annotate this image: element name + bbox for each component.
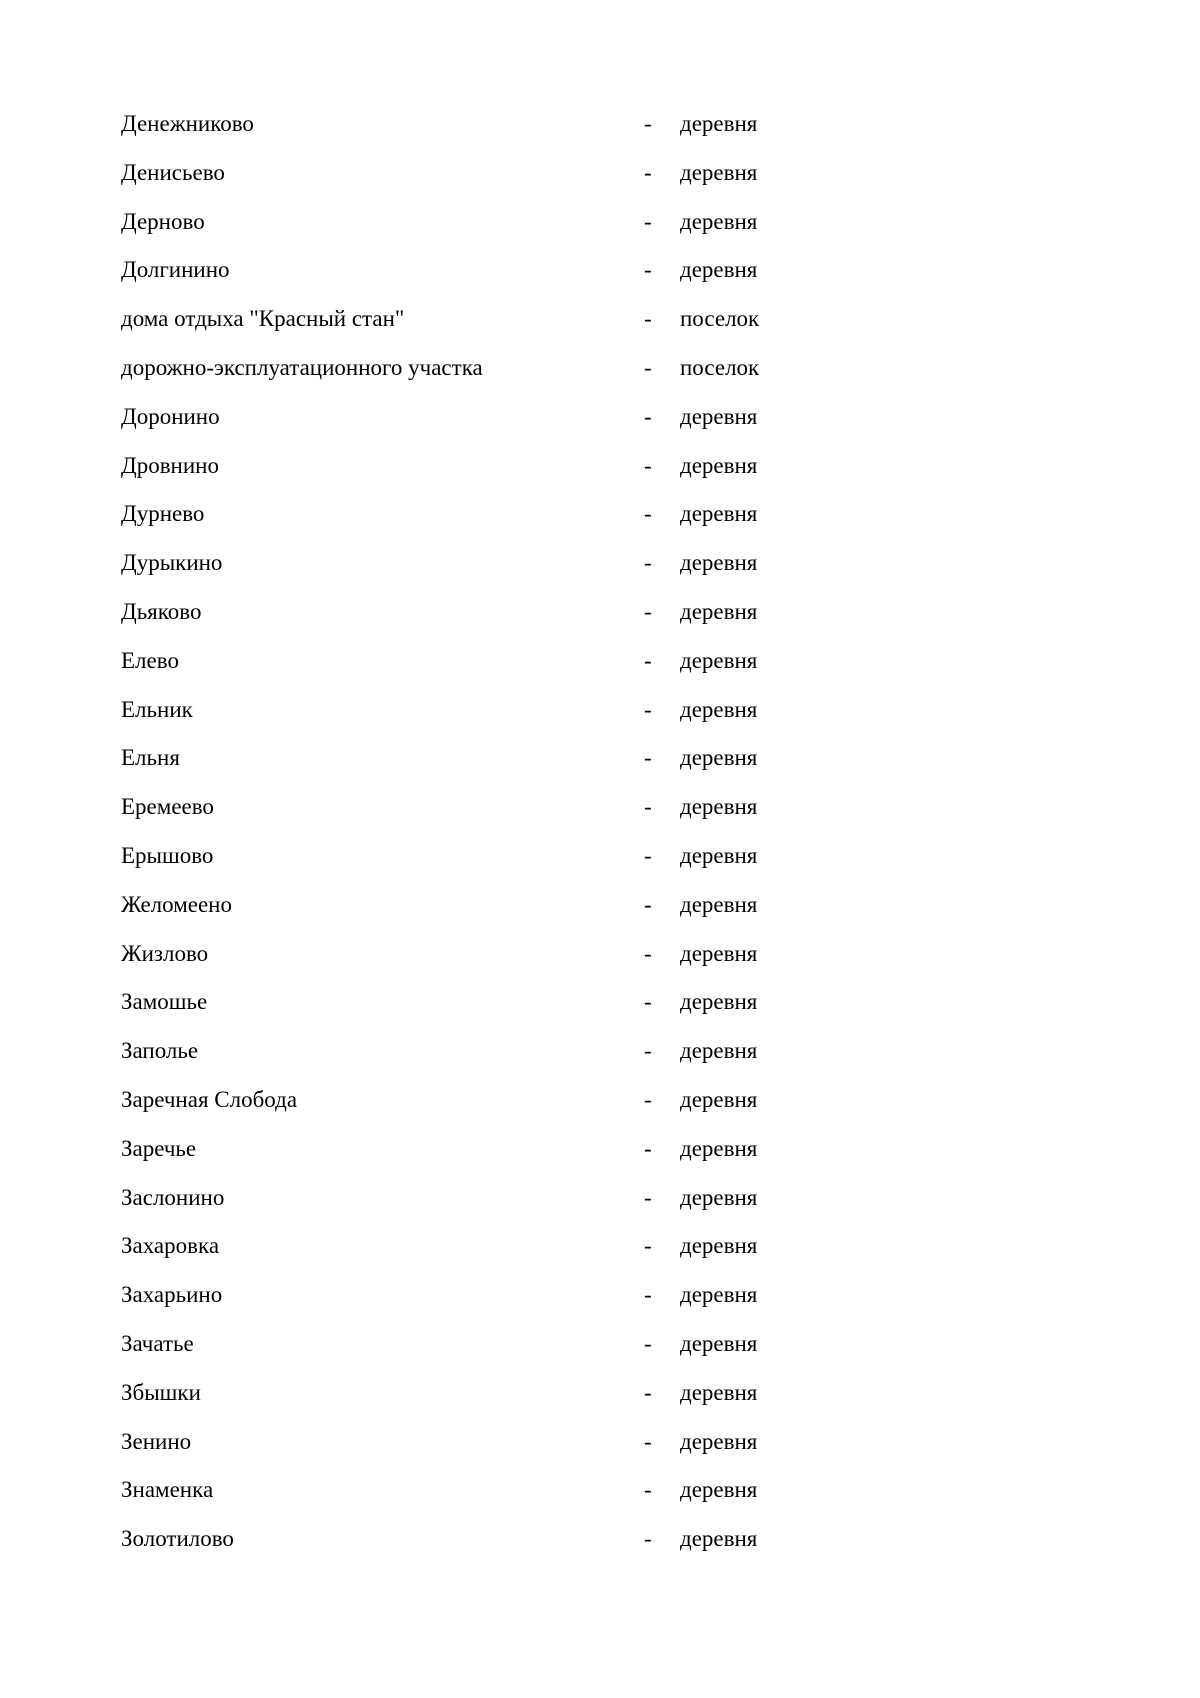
settlement-type: поселок [680,306,760,332]
settlement-row [121,451,1121,500]
settlement-name: Дурнево [121,501,205,527]
settlement-name: Жизлово [121,940,209,966]
separator-dash: - [644,1184,652,1210]
settlement-row [121,597,1121,646]
settlement-row [121,304,1121,353]
settlement-type: деревня [680,1526,758,1552]
settlement-name: Заслонино [121,1184,225,1210]
settlement-type: деревня [680,1135,758,1161]
settlement-row [121,646,1121,695]
settlement-type: деревня [680,1184,758,1210]
separator-dash: - [644,794,652,820]
separator-dash: - [644,1379,652,1405]
settlement-name: Денежниково [121,111,254,136]
settlement-type: деревня [680,501,758,527]
settlement-name: Золотилово [121,1526,234,1552]
settlement-row [121,1427,1121,1476]
separator-dash: - [644,354,652,380]
separator-dash: - [644,989,652,1015]
settlement-type: деревня [680,794,758,820]
separator-dash: - [644,550,652,576]
separator-dash: - [644,257,652,283]
separator-dash: - [644,1477,652,1503]
settlement-name: Ерышово [121,842,214,868]
settlement-type: деревня [680,989,758,1015]
settlement-row [121,1475,1121,1524]
settlement-type: деревня [680,403,758,429]
settlement-row [121,109,1121,158]
separator-dash: - [644,647,652,673]
separator-dash: - [644,1526,652,1552]
settlement-row [121,548,1121,597]
settlement-row [121,1036,1121,1085]
settlement-name: Желомеено [121,891,232,917]
settlement-name: Захарьино [121,1282,223,1308]
separator-dash: - [644,1330,652,1356]
settlement-row [121,890,1121,939]
settlement-row [121,207,1121,256]
settlement-type: деревня [680,1086,758,1112]
settlement-row [121,402,1121,451]
settlement-row [121,255,1121,304]
settlement-type: деревня [680,257,758,283]
settlement-type: деревня [680,842,758,868]
settlement-type: деревня [680,208,758,234]
settlement-type: деревня [680,111,758,136]
settlement-name: Дурыкино [121,550,223,576]
separator-dash: - [644,403,652,429]
settlement-type: деревня [680,891,758,917]
separator-dash: - [644,696,652,722]
separator-dash: - [644,1233,652,1259]
settlement-name: Долгинино [121,257,230,283]
separator-dash: - [644,306,652,332]
settlement-type: деревня [680,940,758,966]
settlement-row [121,695,1121,744]
settlement-name: Еремеево [121,794,214,820]
settlement-name: Збышки [121,1379,201,1405]
settlement-name: дорожно-эксплуатационного участка [121,354,483,380]
settlement-name: Захаровка [121,1233,220,1259]
settlement-type: деревня [680,598,758,624]
separator-dash: - [644,501,652,527]
separator-dash: - [644,159,652,185]
settlement-type: деревня [680,1428,758,1454]
separator-dash: - [644,208,652,234]
settlement-row [121,1231,1121,1280]
settlement-row [121,841,1121,890]
settlement-row [121,792,1121,841]
settlement-name: Денисьево [121,159,225,185]
separator-dash: - [644,1428,652,1454]
settlement-type: деревня [680,452,758,478]
settlement-type: деревня [680,1282,758,1308]
settlement-name: Ельня [121,745,180,771]
settlement-row [121,158,1121,207]
settlement-type: деревня [680,1233,758,1259]
separator-dash: - [644,598,652,624]
settlement-name: Замошье [121,989,208,1015]
settlement-type: деревня [680,1379,758,1405]
separator-dash: - [644,1038,652,1064]
settlement-type: деревня [680,696,758,722]
settlement-name: Доронино [121,403,220,429]
separator-dash: - [644,940,652,966]
settlement-name: Знаменка [121,1477,214,1503]
settlement-type: деревня [680,1038,758,1064]
settlement-row [121,1280,1121,1329]
settlement-name: Заполье [121,1038,199,1064]
settlement-name: Дерново [121,208,205,234]
settlement-type: деревня [680,1330,758,1356]
settlement-name: Заречье [121,1135,197,1161]
settlement-type: деревня [680,159,758,185]
settlement-name: Зенино [121,1428,192,1454]
separator-dash: - [644,842,652,868]
settlement-name: Зачатье [121,1330,194,1356]
separator-dash: - [644,745,652,771]
settlement-list [121,109,1121,1573]
settlement-row [121,743,1121,792]
settlement-name: Елево [121,647,179,673]
settlement-row [121,1524,1121,1573]
separator-dash: - [644,1282,652,1308]
settlement-row [121,1183,1121,1232]
separator-dash: - [644,111,652,136]
settlement-name: Ельник [121,696,193,722]
settlement-row [121,1378,1121,1427]
settlement-row [121,1329,1121,1378]
settlement-row [121,499,1121,548]
settlement-type: деревня [680,745,758,771]
separator-dash: - [644,452,652,478]
settlement-row [121,939,1121,988]
settlement-name: дома отдыха "Красный стан" [121,306,405,332]
settlement-name: Дровнино [121,452,219,478]
settlement-row [121,353,1121,402]
settlement-name: Дьяково [121,598,202,624]
settlement-type: деревня [680,647,758,673]
settlement-row [121,1134,1121,1183]
settlement-row [121,1085,1121,1134]
separator-dash: - [644,1086,652,1112]
separator-dash: - [644,1135,652,1161]
settlement-row [121,987,1121,1036]
settlement-type: деревня [680,1477,758,1503]
settlement-name: Заречная Слобода [121,1086,298,1112]
separator-dash: - [644,891,652,917]
settlement-type: поселок [680,354,760,380]
settlement-type: деревня [680,550,758,576]
